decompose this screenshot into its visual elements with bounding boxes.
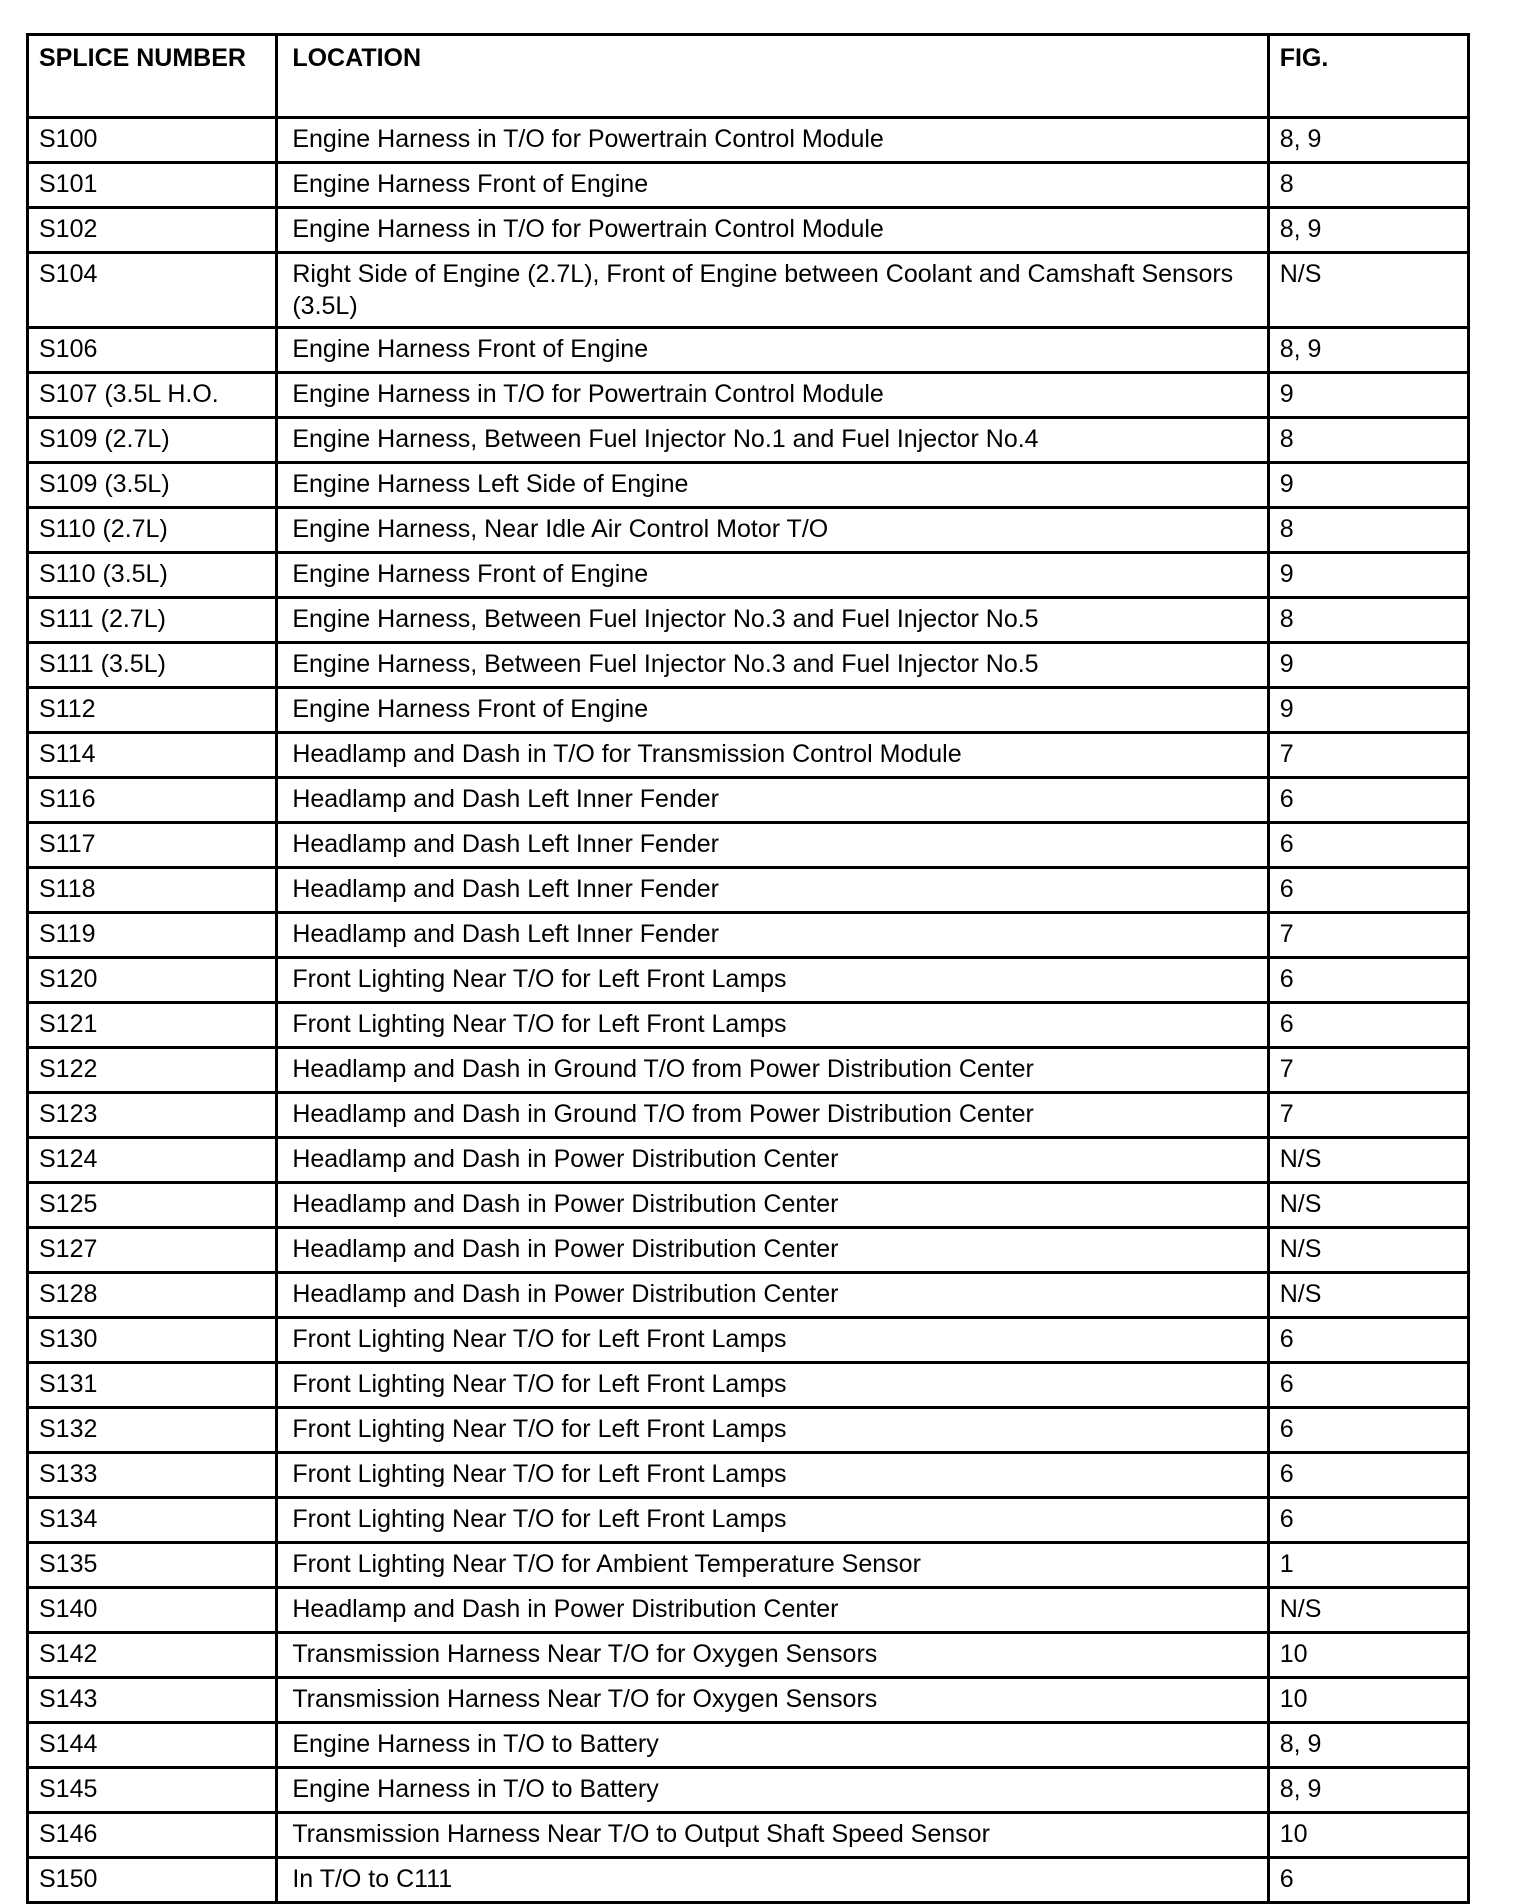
- table-row: [28, 118, 1469, 163]
- location-cell: Headlamp and Dash Left Inner Fender: [277, 778, 1268, 823]
- fig-cell: 9: [1268, 643, 1468, 688]
- table-row: [28, 598, 1469, 643]
- splice-number-cell: S143: [28, 1678, 277, 1723]
- table-row: [28, 1363, 1469, 1408]
- table-row: [28, 913, 1469, 958]
- table-row: [28, 1228, 1469, 1273]
- table-row: [28, 163, 1469, 208]
- table-row: [28, 508, 1469, 553]
- splice-number-cell: S146: [28, 1813, 277, 1858]
- location-cell: Front Lighting Near T/O for Left Front Lamps: [277, 1453, 1268, 1498]
- fig-cell: 10: [1268, 1678, 1468, 1723]
- location-cell: Headlamp and Dash in Ground T/O from Power Distribution Center: [277, 1048, 1268, 1093]
- fig-cell: 6: [1268, 1858, 1468, 1903]
- location-cell: Front Lighting Near T/O for Ambient Temperature Sensor: [277, 1543, 1268, 1588]
- splice-number-cell: S116: [28, 778, 277, 823]
- table-row: [28, 418, 1469, 463]
- location-cell: Headlamp and Dash in T/O for Transmission Control Module: [277, 733, 1268, 778]
- table-row: [28, 1318, 1469, 1363]
- table-row: [28, 733, 1469, 778]
- fig-cell: 10: [1268, 1813, 1468, 1858]
- table-row: [28, 958, 1469, 1003]
- splice-number-cell: S132: [28, 1408, 277, 1453]
- splice-number-cell: S106: [28, 328, 277, 373]
- location-cell: Front Lighting Near T/O for Left Front Lamps: [277, 1363, 1268, 1408]
- table-row: [28, 868, 1469, 913]
- fig-cell: 7: [1268, 913, 1468, 958]
- splice-number-cell: S109 (2.7L): [28, 418, 277, 463]
- header-splice-number: SPLICE NUMBER: [28, 35, 277, 118]
- fig-cell: 7: [1268, 733, 1468, 778]
- splice-number-cell: S100: [28, 118, 277, 163]
- fig-cell: 9: [1268, 688, 1468, 733]
- location-cell: Front Lighting Near T/O for Left Front Lamps: [277, 958, 1268, 1003]
- fig-cell: 8, 9: [1268, 1768, 1468, 1813]
- location-cell: Headlamp and Dash in Power Distribution Center: [277, 1588, 1268, 1633]
- location-cell: Transmission Harness Near T/O to Output Shaft Speed Sensor: [277, 1813, 1268, 1858]
- location-cell: Front Lighting Near T/O for Left Front Lamps: [277, 1003, 1268, 1048]
- splice-number-cell: S140: [28, 1588, 277, 1633]
- table-row: [28, 1048, 1469, 1093]
- location-cell: Engine Harness in T/O for Powertrain Control Module: [277, 373, 1268, 418]
- splice-number-cell: S125: [28, 1183, 277, 1228]
- location-cell: Engine Harness, Near Idle Air Control Motor T/O: [277, 508, 1268, 553]
- fig-cell: 6: [1268, 868, 1468, 913]
- splice-number-cell: S118: [28, 868, 277, 913]
- fig-cell: 6: [1268, 1408, 1468, 1453]
- table-row: [28, 1813, 1469, 1858]
- table-row: [28, 1183, 1469, 1228]
- fig-cell: 6: [1268, 823, 1468, 868]
- fig-cell: 8: [1268, 598, 1468, 643]
- location-cell: Headlamp and Dash in Power Distribution Center: [277, 1183, 1268, 1228]
- header-fig: FIG.: [1268, 35, 1468, 118]
- fig-cell: 7: [1268, 1093, 1468, 1138]
- location-cell: Engine Harness Front of Engine: [277, 328, 1268, 373]
- table-row: [28, 1093, 1469, 1138]
- fig-cell: 8, 9: [1268, 118, 1468, 163]
- splice-number-cell: S119: [28, 913, 277, 958]
- splice-number-cell: S120: [28, 958, 277, 1003]
- location-cell: Right Side of Engine (2.7L), Front of Engine between Coolant and Camshaft Sensors (3.5L): [277, 253, 1268, 328]
- splice-number-cell: S133: [28, 1453, 277, 1498]
- splice-number-cell: S150: [28, 1858, 277, 1903]
- fig-cell: N/S: [1268, 1588, 1468, 1633]
- fig-cell: 8, 9: [1268, 208, 1468, 253]
- splice-number-cell: S111 (2.7L): [28, 598, 277, 643]
- fig-cell: N/S: [1268, 1138, 1468, 1183]
- location-cell: Engine Harness, Between Fuel Injector No.3 and Fuel Injector No.5: [277, 643, 1268, 688]
- fig-cell: 10: [1268, 1633, 1468, 1678]
- fig-cell: 9: [1268, 463, 1468, 508]
- table-row: [28, 1453, 1469, 1498]
- location-cell: Engine Harness in T/O for Powertrain Control Module: [277, 208, 1268, 253]
- fig-cell: 9: [1268, 553, 1468, 598]
- location-cell: Engine Harness in T/O for Powertrain Control Module: [277, 118, 1268, 163]
- table-row: [28, 1543, 1469, 1588]
- fig-cell: N/S: [1268, 253, 1468, 328]
- splice-number-cell: S144: [28, 1723, 277, 1768]
- splice-number-cell: S110 (3.5L): [28, 553, 277, 598]
- location-cell: Engine Harness Front of Engine: [277, 163, 1268, 208]
- fig-cell: 6: [1268, 1318, 1468, 1363]
- fig-cell: 6: [1268, 958, 1468, 1003]
- splice-number-cell: S122: [28, 1048, 277, 1093]
- fig-cell: 8: [1268, 163, 1468, 208]
- splice-number-cell: S111 (3.5L): [28, 643, 277, 688]
- location-cell: Engine Harness Front of Engine: [277, 688, 1268, 733]
- splice-number-cell: S104: [28, 253, 277, 328]
- location-cell: Headlamp and Dash Left Inner Fender: [277, 823, 1268, 868]
- table-row: [28, 1273, 1469, 1318]
- location-cell: Engine Harness, Between Fuel Injector No.1 and Fuel Injector No.4: [277, 418, 1268, 463]
- table-row: [28, 1633, 1469, 1678]
- splice-location-table: [26, 33, 1470, 1904]
- fig-cell: 6: [1268, 1453, 1468, 1498]
- table-header-row: [28, 35, 1469, 118]
- location-cell: Headlamp and Dash in Power Distribution Center: [277, 1138, 1268, 1183]
- table-row: [28, 1498, 1469, 1543]
- location-cell: Transmission Harness Near T/O for Oxygen Sensors: [277, 1633, 1268, 1678]
- splice-number-cell: S142: [28, 1633, 277, 1678]
- location-cell: Headlamp and Dash Left Inner Fender: [277, 913, 1268, 958]
- table-row: [28, 553, 1469, 598]
- fig-cell: N/S: [1268, 1228, 1468, 1273]
- table-row: [28, 1138, 1469, 1183]
- table-row: [28, 1408, 1469, 1453]
- splice-number-cell: S114: [28, 733, 277, 778]
- table-row: [28, 688, 1469, 733]
- splice-number-cell: S145: [28, 1768, 277, 1813]
- fig-cell: 1: [1268, 1543, 1468, 1588]
- location-cell: Transmission Harness Near T/O for Oxygen Sensors: [277, 1678, 1268, 1723]
- splice-number-cell: S110 (2.7L): [28, 508, 277, 553]
- location-cell: Headlamp and Dash in Ground T/O from Power Distribution Center: [277, 1093, 1268, 1138]
- table-row: [28, 208, 1469, 253]
- location-cell: Headlamp and Dash in Power Distribution Center: [277, 1228, 1268, 1273]
- splice-number-cell: S134: [28, 1498, 277, 1543]
- table-row: [28, 1588, 1469, 1633]
- fig-cell: 8, 9: [1268, 1723, 1468, 1768]
- fig-cell: 6: [1268, 1363, 1468, 1408]
- splice-number-cell: S101: [28, 163, 277, 208]
- location-cell: Engine Harness, Between Fuel Injector No.3 and Fuel Injector No.5: [277, 598, 1268, 643]
- table-row: [28, 778, 1469, 823]
- splice-number-cell: S124: [28, 1138, 277, 1183]
- splice-number-cell: S117: [28, 823, 277, 868]
- splice-number-cell: S128: [28, 1273, 277, 1318]
- fig-cell: 6: [1268, 1498, 1468, 1543]
- header-location: LOCATION: [277, 35, 1268, 118]
- table-row: [28, 253, 1469, 328]
- fig-cell: 7: [1268, 1048, 1468, 1093]
- table-row: [28, 1678, 1469, 1723]
- location-cell: Front Lighting Near T/O for Left Front Lamps: [277, 1408, 1268, 1453]
- location-cell: Engine Harness in T/O to Battery: [277, 1768, 1268, 1813]
- splice-number-cell: S102: [28, 208, 277, 253]
- table-row: [28, 1723, 1469, 1768]
- table-row: [28, 328, 1469, 373]
- fig-cell: 6: [1268, 778, 1468, 823]
- splice-number-cell: S130: [28, 1318, 277, 1363]
- splice-number-cell: S112: [28, 688, 277, 733]
- location-cell: Engine Harness Front of Engine: [277, 553, 1268, 598]
- fig-cell: 8: [1268, 418, 1468, 463]
- location-cell: Front Lighting Near T/O for Left Front Lamps: [277, 1498, 1268, 1543]
- location-cell: Engine Harness Left Side of Engine: [277, 463, 1268, 508]
- table-row: [28, 823, 1469, 868]
- splice-number-cell: S107 (3.5L H.O.: [28, 373, 277, 418]
- splice-number-cell: S135: [28, 1543, 277, 1588]
- table-row: [28, 373, 1469, 418]
- location-cell: Headlamp and Dash in Power Distribution Center: [277, 1273, 1268, 1318]
- fig-cell: N/S: [1268, 1183, 1468, 1228]
- location-cell: Engine Harness in T/O to Battery: [277, 1723, 1268, 1768]
- splice-number-cell: S121: [28, 1003, 277, 1048]
- location-cell: Headlamp and Dash Left Inner Fender: [277, 868, 1268, 913]
- fig-cell: 8, 9: [1268, 328, 1468, 373]
- splice-number-cell: S109 (3.5L): [28, 463, 277, 508]
- table-row: [28, 643, 1469, 688]
- splice-number-cell: S127: [28, 1228, 277, 1273]
- table-row: [28, 1858, 1469, 1903]
- splice-number-cell: S123: [28, 1093, 277, 1138]
- fig-cell: 8: [1268, 508, 1468, 553]
- fig-cell: N/S: [1268, 1273, 1468, 1318]
- table-row: [28, 1768, 1469, 1813]
- splice-number-cell: S131: [28, 1363, 277, 1408]
- fig-cell: 6: [1268, 1003, 1468, 1048]
- table-row: [28, 1003, 1469, 1048]
- table-row: [28, 463, 1469, 508]
- location-cell: In T/O to C111: [277, 1858, 1268, 1903]
- location-cell: Front Lighting Near T/O for Left Front Lamps: [277, 1318, 1268, 1363]
- fig-cell: 9: [1268, 373, 1468, 418]
